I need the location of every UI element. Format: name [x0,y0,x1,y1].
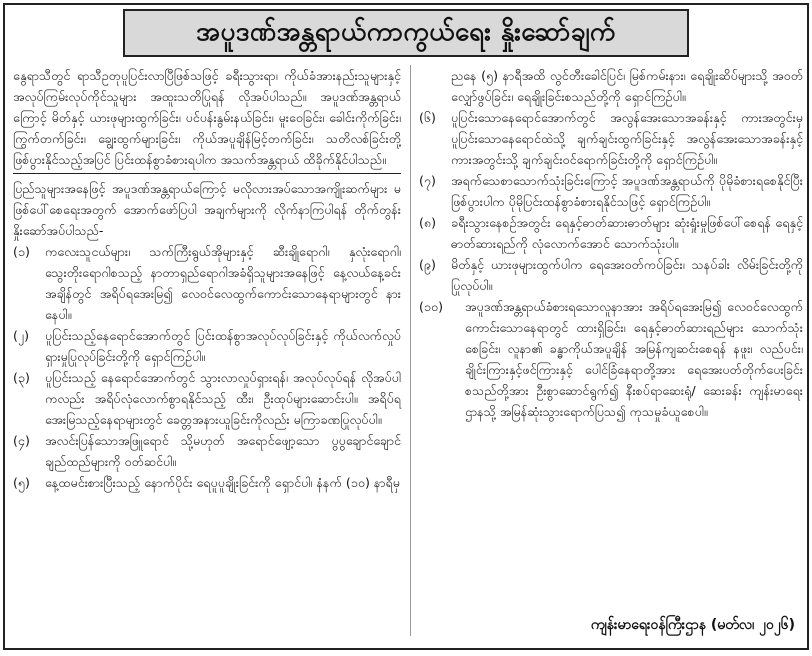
item-number: (၄) [13,433,30,448]
item-text: မိတ်နှင့် ယားဖုများထွက်ပါက ရေအေးဝတ်ကပ်ခြင်း၊ သနပ်ခါး လိမ်းခြင်းတို့ကို ပြုလုပ်ပါ။ [451,257,803,293]
item-text: အရက်သေစာသောက်သုံးခြင်းကြောင့် အပူဒဏ်အန္တရာယ်ကို ပိုမိုခံစားရစေနိုင်ပြီး ဖြစ်ပွားပါက ပိုမိုပြင်းထန်စွာခံစားရနိုင်သဖြင့် ရှောင်ကြဉ်ပါ။ [451,173,803,209]
section-divider [13,173,401,174]
list-item [13,367,401,430]
item-text: နေ့ထမင်းစားပြီးသည့် နောက်ပိုင်း ရေပူပူချိုးခြင်းကို ရှောင်ပါ၊ နံနက် (၁၀) နာရီမှ [45,475,400,490]
list-item [419,212,803,254]
announcement-page [3,3,809,650]
list-item [13,430,401,472]
item-number: (၈) [419,215,437,230]
item-text: ပူပြင်းသည့်နေရောင်အောက်တွင် ပြင်းထန်စွာအလုပ်လုပ်ခြင်းနှင့် ကိုယ်လက်လှုပ်ရှားမှုပြုလုပ်ခြင်းတို့ကို ရှောင်ကြဉ်ပါ။ [45,328,401,364]
list-item [13,241,401,325]
item-number: (၆) [419,110,436,125]
item-number: (၂) [13,328,30,343]
item-5-continuation: ညနေ (၅) နာရီအထိ လွင်တီးခေါင်ပြင်၊ မြစ်ကမ်းနား၊ ရေချိုးဆိပ်များသို့ အဝတ်လျှော်ဖွပ်ခြင်း၊ ရေချိုးခြင်းစသည်တို့ကို ရှောင်ကြဉ်ပါ။ [451,68,803,104]
item-text: ခရီးသွားနေစဉ်အတွင်း ရေနှင့်ဓာတ်ဆားဓာတ်များ ဆုံးရှုံးမှုဖြစ်ပေါ်စေရန် ရေနှင့်ဓာတ်ဆားရည်ကို လုံလောက်အောင် သောက်သုံးပါ။ [451,215,803,251]
item-number: (၃) [13,370,30,385]
intro-paragraph-1: နွေရာသီတွင် ရာသီဥတုပူပြင်းလာပြီဖြစ်သဖြင့် ခရီးသွားရာ၊ ကိုယ်ခံအားနည်းသူများနှင့် အလုပ်ကြမ်းလုပ်ကိုင်သူများ အထူးသတိပြုရန် လိုအပ်ပါသည်။ အပူဒဏ်အန္တရာယ်ကြောင့် မိတ်နှင့် ယားဖုများထွက်ခြင်း၊ ပင်ပန်းနွမ်းနယ်ခြင်း၊ မူးဝေခြင်း၊ ခေါင်းကိုက်ခြင်း၊ ကြွက်တက်ခြင်း၊ ချွေးထွက်များခြင်း၊ ကိုယ်အပူချိန်မြင့်တက်ခြင်း၊ သတိလစ်ခြင်းတို့ ဖြစ်ပွားနိုင်သည့်အပြင် ပြင်းထန်စွာခံစားရပါက အသက်အန္တရာယ် ထိခိုက်နိုင်ပါသည်။ [13,68,401,167]
title-banner [123,9,689,57]
page-title: အပူဒဏ်အန္တရာယ်ကာကွယ်ရေး နှိုးဆော်ချက် [196,16,616,47]
item-text: အလင်းပြန်သောအဖြူရောင် သို့မဟုတ် အရောင်ဖျော့သော ပွပွချောင်ချောင်ချည်ထည်များကို ဝတ်ဆင်ပါ။ [45,433,401,469]
column-divider [410,65,411,636]
item-number: (၉) [419,257,436,272]
item-text: အပူဒဏ်အန္တရာယ်ခံစားရသောလူနာအား အရိပ်ရအေးမြ၍ လေဝင်လေထွက်ကောင်းသောနေရာတွင် ထားရှိခြင်း၊ ရေနှင့်ဓာတ်ဆားရည်များ သောက်သုံးစေခြင်း၊ လူနာ၏ ခန္ဓာကိုယ်အပူချိန် အမြန်ကျဆင်းစေရန် နဖူး၊ လည်ပင်း၊ ချိုင်းကြားနှင့်ဖင်ကြားနှင့် ပေါင်ခြံနေရာတို့အား ရေအေးပတ်တိုက်ပေးခြင်းစသည်တို့အား ဦးစွာဆောင်ရွက်၍ နီးစပ်ရာဆေးရုံ/ ဆေးခန်း ကျန်းမာရေးဌာနသို့ အမြန်ဆုံးသွားရောက်ပြသ၍ ကုသမှုခံယူစေပါ။ [465,299,803,419]
list-item [419,296,803,422]
right-column [419,65,803,422]
item-number: (၇) [419,173,436,188]
list-item [419,170,803,212]
intro-paragraph-2: ပြည်သူများအနေဖြင့် အပူဒဏ်အန္တရာယ်ကြောင့် မလိုလားအပ်သောအကျိုးဆက်များ မဖြစ်ပေါ်စေရေးအတွက် အောက်ဖော်ပြပါ အချက်များကို လိုက်နာကြပါရန် တိုက်တွန်းနှိုးဆော်အပ်ပါသည်- [13,181,401,238]
list-item [419,107,803,170]
item-number: (၁) [13,244,30,259]
item-text: ကလေးသူငယ်များ၊ သက်ကြီးရွယ်အိုများနှင့် ဆီးချိုရောဂါ၊ နှလုံးရောဂါ၊ သွေးတိုးရောဂါစသည့် နာတာရှည်ရောဂါအခံရှိသူများအနေဖြင့် နေ့လယ်နေ့ခင်းအချိန်တွင် အရိပ်ရအေးမြ၍ လေဝင်လေထွက်ကောင်းသောနေရာများတွင် နားနေပါ။ [45,244,401,322]
item-text: ပူပြင်းသည့် နေရောင်အောက်တွင် သွားလာလှုပ်ရှားရန်၊ အလုပ်လုပ်ရန် လိုအပ်ပါကလည်း အရိပ်လုံလောက်စွာရနိုင်သည့် ထီး၊ ဦးထုပ်များဆောင်းပါ။ အရိပ်ရအေးမြသည့်နေရာများတွင် ခေတ္တအနားယူခြင်းကိုလည်း မကြာခဏပြုလုပ်ပါ။ [45,370,401,427]
left-column [13,65,401,493]
list-item [13,472,401,493]
list-item [13,325,401,367]
item-number: (၅) [13,475,30,490]
list-item [419,254,803,296]
item-text: ပူပြင်းသောနေရောင်အောက်တွင် အလွန်အေးသောအခန်းနှင့် ကားအတွင်းမှ ပူပြင်းသောနေရောင်ထဲသို့ ချက်ချင်းထွက်ခြင်းနှင့် အလွန်အေးသောအခန်းနှင့် ကားအတွင်းသို့ ချက်ချင်းဝင်ရောက်ခြင်းတို့ကို ရှောင်ကြဉ်ပါ။ [451,110,803,167]
source-attribution: ကျန်းမာရေးဝန်ကြီးဌာန (မတ်လ၊ ၂၀၂၆) [590,617,795,633]
item-number: (၁၀) [419,299,443,314]
